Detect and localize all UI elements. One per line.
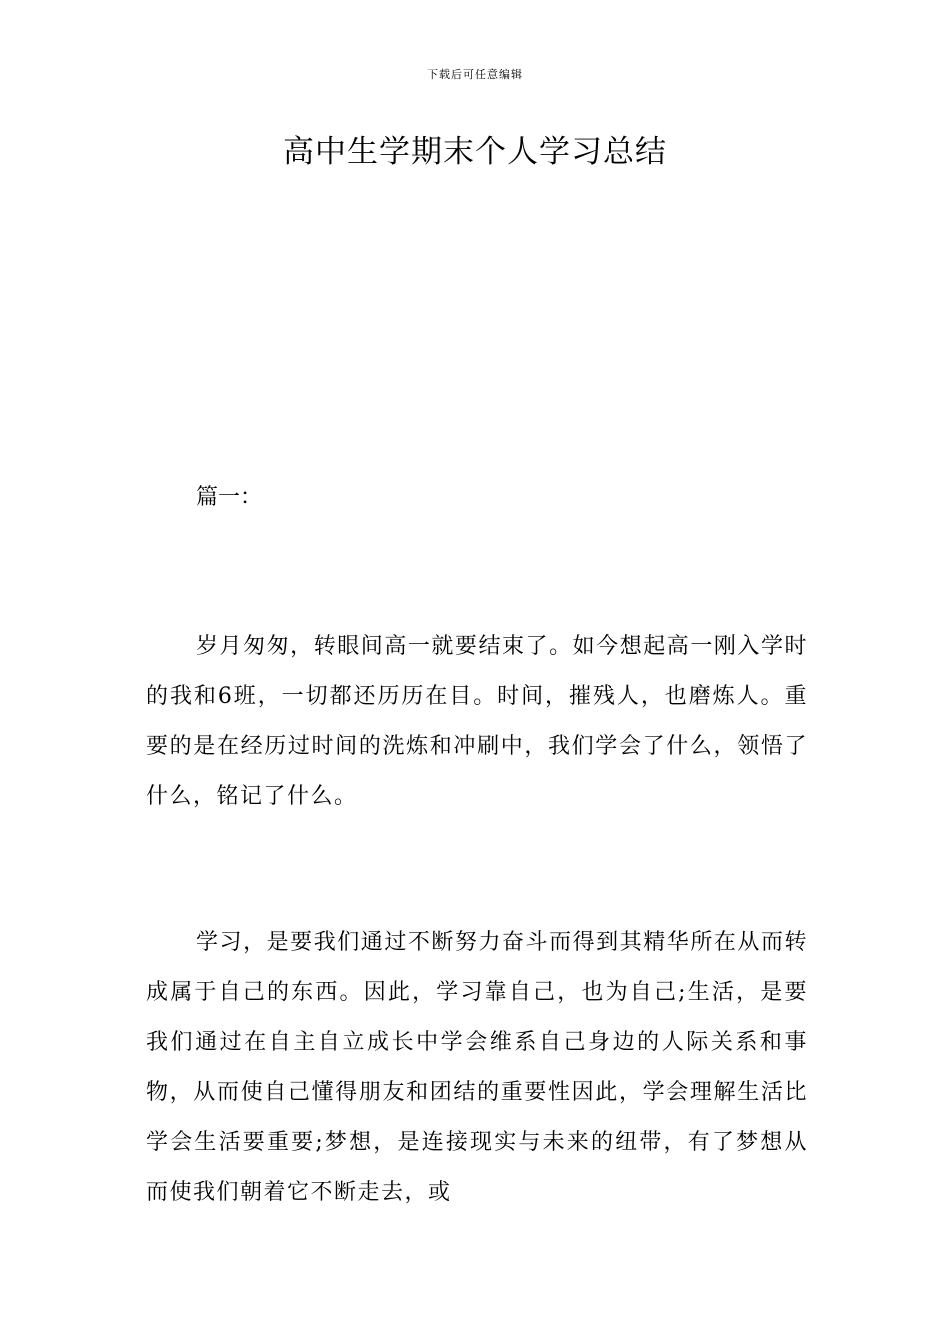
header-note: 下载后可任意编辑 bbox=[427, 68, 523, 81]
paragraph-1: 岁月匆匆，转眼间高一就要结束了。如今想起高一刚入学时的我和6班，一切都还历历在目。时间，摧残人，也磨炼人。重要的是在经历过时间的洗炼和冲刷中，我们学会了什么，领悟了什么，铭记了什么。 bbox=[146, 634, 808, 809]
section-label: 篇一： bbox=[196, 485, 263, 510]
page-title: 高中生学期末个人学习总结 bbox=[283, 134, 667, 170]
paragraph-2: 学习，是要我们通过不断努力奋斗而得到其精华所在从而转成属于自己的东西。因此，学习靠自己，也为自己;生活，是要我们通过在自主自立成长中学会维系自己身边的人际关系和事物，从而使自己懂得朋友和团结的重要性因此，学会理解生活比学会生活要重要;梦想，是连接现实与未来的纽带，有了梦想从而使我们朝着它不断走去，或 bbox=[146, 930, 808, 1205]
